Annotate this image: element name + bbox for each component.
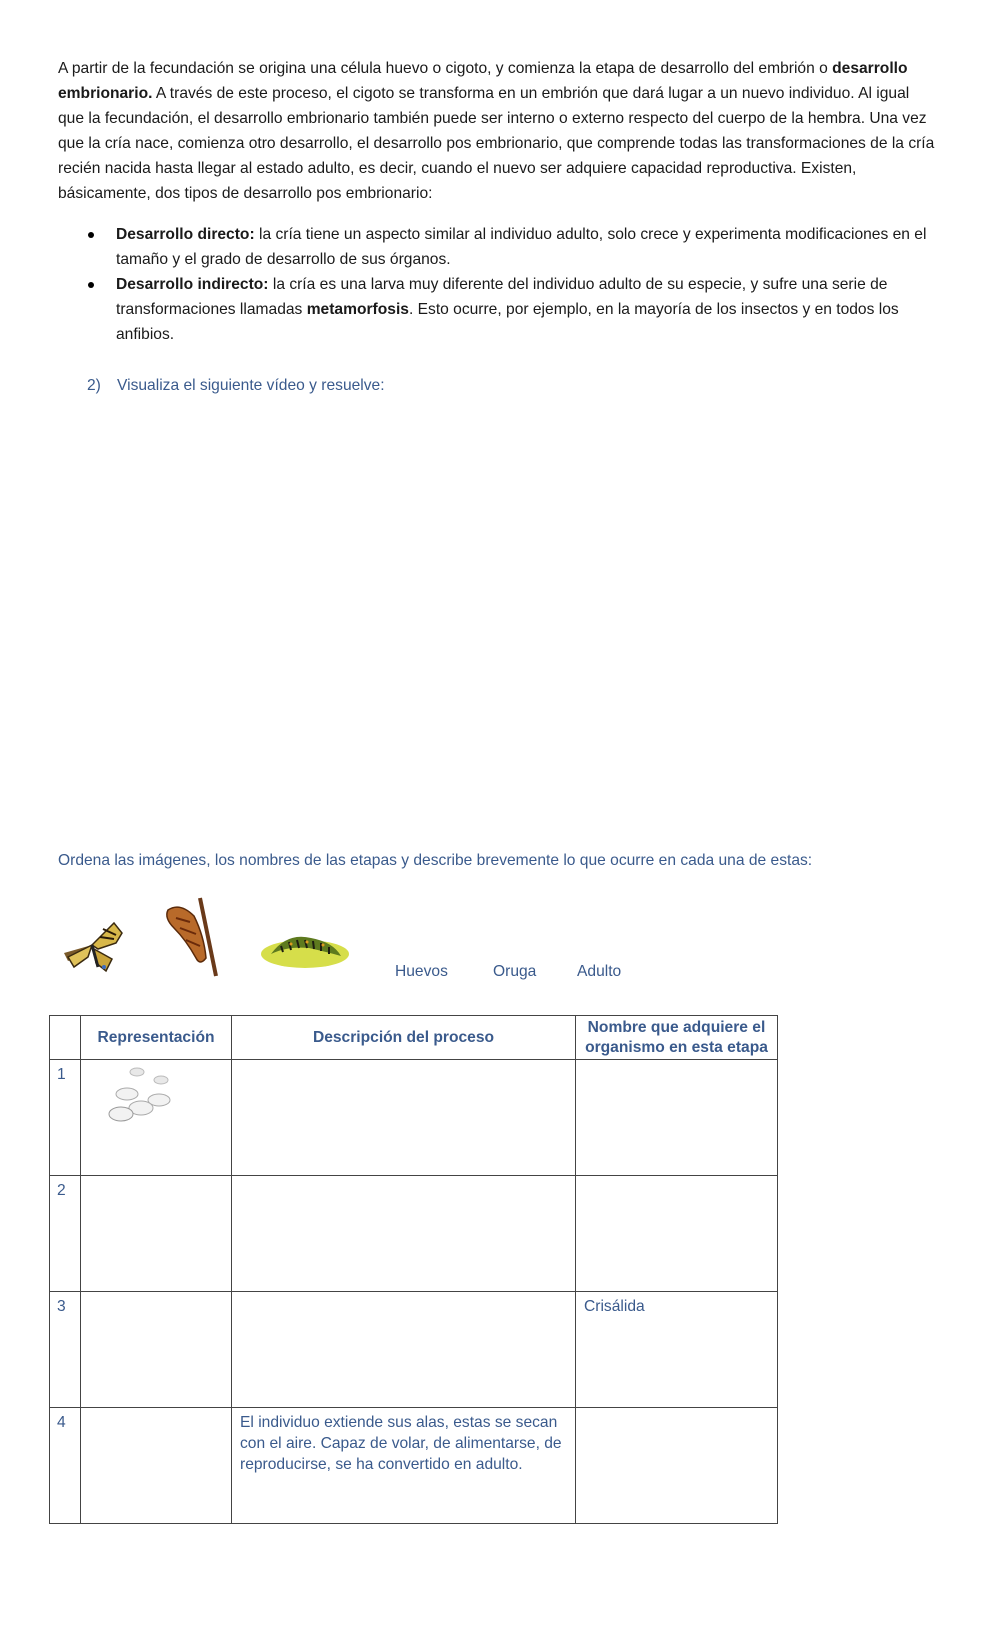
caterpillar-image	[257, 924, 349, 972]
intro-bold-term: desarrollo embrionario.	[58, 60, 908, 102]
representation-cell[interactable]	[81, 1408, 232, 1524]
bullet-term: Desarrollo directo:	[116, 226, 255, 243]
row-number: 3	[50, 1292, 81, 1408]
description-cell[interactable]	[232, 1060, 576, 1176]
word-huevos: Huevos	[395, 963, 448, 980]
stage-name-cell[interactable]	[576, 1176, 778, 1292]
row-number: 4	[50, 1408, 81, 1524]
list-item-indirect	[85, 272, 938, 347]
bullet-term-2: metamorfosis	[306, 301, 409, 318]
bullet-text: la cría es una larva muy diferente del individuo adulto de su especie, y sufre una serie de transformaciones llamadas	[116, 276, 888, 318]
row-number: 2	[50, 1176, 81, 1292]
table-row	[50, 1060, 778, 1176]
word-oruga: Oruga	[493, 963, 537, 980]
intro-paragraph	[58, 56, 938, 206]
stage-name-cell[interactable]	[576, 1408, 778, 1524]
chrysalis-image	[160, 896, 220, 978]
question-number: 2)	[87, 377, 101, 394]
stage-name-cell[interactable]	[576, 1060, 778, 1176]
table-header-row	[50, 1016, 778, 1060]
question-2	[87, 377, 385, 395]
list-item-direct	[85, 222, 938, 272]
development-types-list	[85, 222, 938, 347]
butterfly-image	[58, 915, 126, 975]
bullet-term: Desarrollo indirecto:	[116, 276, 269, 293]
eggs-image	[101, 1062, 181, 1132]
header-empty	[50, 1016, 81, 1060]
description-cell[interactable]	[232, 1176, 576, 1292]
table-row	[50, 1292, 778, 1408]
header-description: Descripción del proceso	[232, 1016, 576, 1060]
description-cell[interactable]	[232, 1292, 576, 1408]
row-number: 1	[50, 1060, 81, 1176]
bullet-text: la cría tiene un aspecto similar al individuo adulto, solo crece y experimenta modificaciones en el tamaño y el grado de desarrollo de sus órganos.	[116, 226, 927, 268]
representation-cell[interactable]	[81, 1292, 232, 1408]
stages-table	[49, 1015, 778, 1524]
header-stage-name: Nombre que adquiere el organismo en esta etapa	[576, 1016, 778, 1060]
description-cell[interactable]: El individuo extiende sus alas, estas se secan con el aire. Capaz de volar, de alimentarse, de reproducirse, se ha convertido en adulto.	[232, 1408, 576, 1524]
header-representation: Representación	[81, 1016, 232, 1060]
representation-cell[interactable]	[81, 1060, 232, 1176]
bullet-text-2: . Esto ocurre, por ejemplo, en la mayoría de los insectos y en todos los anfibios.	[116, 301, 899, 343]
table-row	[50, 1176, 778, 1292]
word-adulto: Adulto	[577, 963, 622, 980]
question-text: Visualiza el siguiente vídeo y resuelve:	[117, 377, 385, 394]
stage-name-cell[interactable]: Crisálida	[576, 1292, 778, 1408]
representation-cell[interactable]	[81, 1176, 232, 1292]
intro-text-2: A través de este proceso, el cigoto se transforma en un embrión que dará lugar a un nuevo individuo. Al igual que la fecundación, el desarrollo embrionario también puede ser interno o externo respecto del cuerpo de la hembra. Una vez que la cría nace, comienza otro desarrollo, el desarrollo pos embrionario, que comprende todas las transformaciones de la cría recién nacida hasta llegar al estado adulto, es decir, cuando el nuevo ser adquiere capacidad reproductiva. Existen, básicamente, dos tipos de desarrollo pos embrionario:	[58, 85, 935, 202]
table-row	[50, 1408, 778, 1524]
instruction-text: Ordena las imágenes, los nombres de las etapas y describe brevemente lo que ocurre en cada una de estas:	[58, 852, 813, 869]
intro-text-1: A partir de la fecundación se origina una célula huevo o cigoto, y comienza la etapa de desarrollo del embrión o	[58, 60, 828, 77]
